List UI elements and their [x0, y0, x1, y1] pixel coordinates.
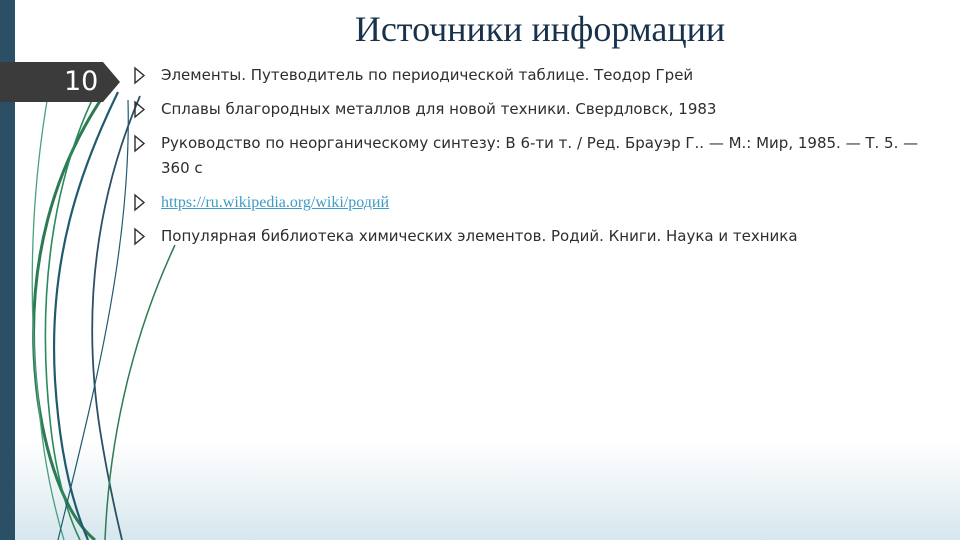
- page-title: Источники информации: [354, 9, 726, 49]
- slide-number: 10: [64, 66, 99, 97]
- list-item: [132, 63, 922, 88]
- list-item: [132, 97, 922, 122]
- arrow-bullet-icon: [132, 97, 148, 122]
- list-item-text: Сплавы благородных металлов для новой техники. Свердловск, 1983: [161, 100, 717, 118]
- sources-list: [132, 63, 922, 258]
- list-item-text: Элементы. Путеводитель по периодической таблице. Теодор Грей: [161, 66, 694, 84]
- wikipedia-link[interactable]: https://ru.wikipedia.org/wiki/родий: [161, 194, 390, 211]
- list-item: [132, 190, 922, 215]
- arrow-bullet-icon: [132, 224, 148, 249]
- arrow-bullet-icon: [132, 190, 148, 215]
- list-item: [132, 131, 922, 181]
- list-item: [132, 224, 922, 249]
- list-item-text: Популярная библиотека химических элементов. Родий. Книги. Наука и техника: [161, 227, 798, 245]
- arrow-bullet-icon: [132, 131, 148, 156]
- slide-number-tab: [0, 62, 120, 102]
- list-item-text: Руководство по неорганическому синтезу: В 6-ти т. / Ред. Брауэр Г.. — М.: Мир, 1985. — Т. 5. — 360 с: [161, 134, 919, 177]
- arrow-bullet-icon: [132, 63, 148, 88]
